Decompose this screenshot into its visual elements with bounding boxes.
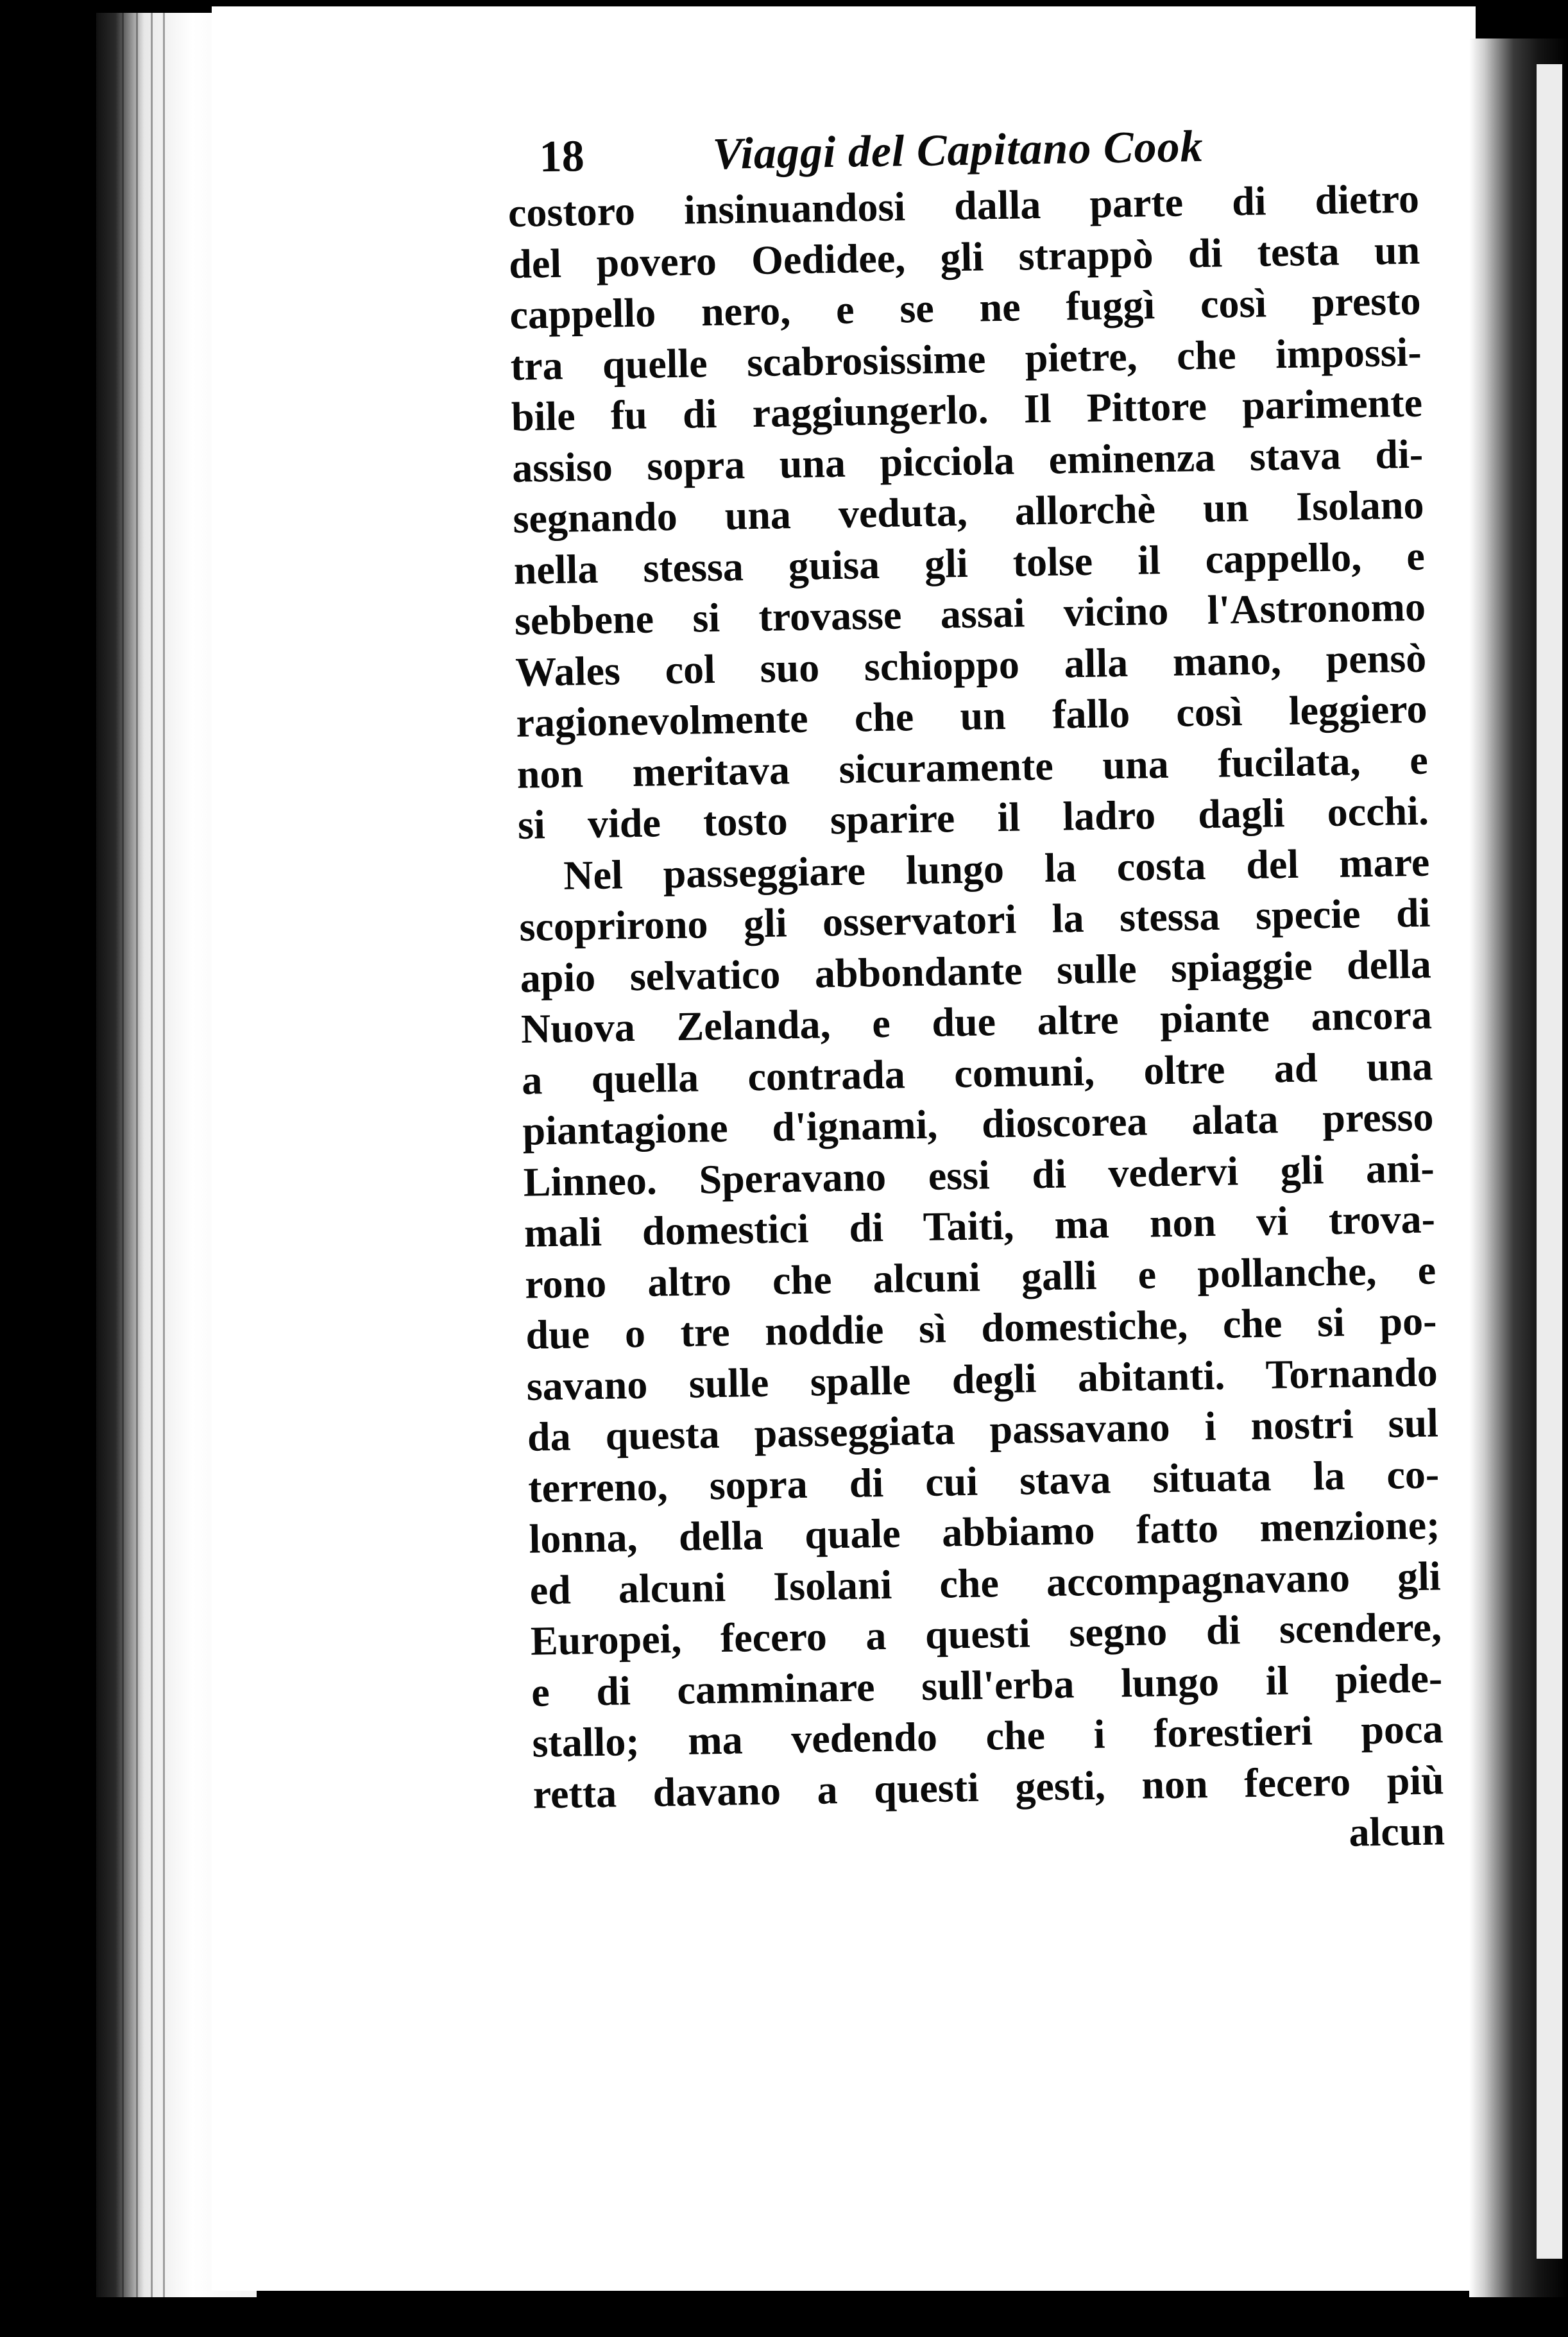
text-line: si vide tosto sparire il ladro dagli occhi. [517, 787, 1429, 848]
text-line: e di camminare sull'erba lungo il piede- [531, 1654, 1443, 1715]
page-number: 18 [539, 132, 585, 182]
page-edge-line [163, 13, 165, 2297]
text-line: cappello nero, e se ne fuggì così presto [509, 277, 1421, 338]
text-line: bile fu di raggiungerlo. Il Pittore parimente [511, 379, 1423, 440]
text-line: non meritava sicuramente una fucilata, e [516, 737, 1429, 797]
text-line: nella stessa guisa gli tolse il cappello, e [513, 533, 1426, 593]
text-line: Europei, fecero a questi segno di scendere, [530, 1604, 1442, 1664]
text-line: scoprirono gli osservatori la stessa specie di [518, 889, 1431, 950]
text-line: retta davano a questi gesti, non fecero più [533, 1756, 1445, 1817]
text-line: ed alcuni Isolani che accompagnavano gli [529, 1552, 1442, 1613]
text-line: Linneo. Speravano essi di vedervi gli ani- [523, 1144, 1435, 1205]
text-line: savano sulle spalle degli abitanti. Tornando [526, 1348, 1438, 1409]
text-line: terreno, sopra di cui stava situata la co- [527, 1450, 1440, 1511]
text-line: Nel passeggiare lungo la costa del mare [563, 839, 1430, 898]
page-edge-line [136, 13, 138, 2297]
page-edge-line [122, 13, 124, 2297]
text-line: rono altro che alcuni galli e pollanche, e [524, 1246, 1436, 1307]
running-title: Viaggi del Capitano Cook [712, 121, 1204, 179]
text-line: costoro insinuandosi dalla parte di dietro [507, 175, 1420, 235]
text-line: ragionevolmente che un fallo così leggiero [515, 685, 1427, 746]
text-line: da questa passeggiata passavano i nostri sul [527, 1400, 1439, 1460]
text-line: Wales col suo schioppo alla mano, pensò [515, 635, 1427, 695]
text-line: del povero Oedidee, gli strappò di testa un [508, 227, 1420, 287]
text-line: sebbene si trovasse assai vicino l'Astronomo [514, 583, 1426, 644]
text-line: lonna, della quale abbiamo fatto menzione; [528, 1502, 1440, 1562]
text-line: segnando una veduta, allorchè un Isolano [513, 481, 1424, 542]
text-line: due o tre noddie sì domestiche, che si po- [525, 1297, 1437, 1358]
text-line: Nuova Zelanda, e due altre piante ancora [520, 991, 1433, 1052]
margin-mark [83, 2015, 91, 2024]
text-line: assiso sopra una picciola eminenza stava di- [511, 431, 1424, 491]
adjacent-page-strip [1537, 64, 1562, 2259]
text-line: stallo; ma vedendo che i forestieri poca [531, 1706, 1444, 1766]
text-line: mali domestici di Taiti, ma non vi trova- [524, 1195, 1436, 1256]
text-line: piantagione d'ignami, dioscorea alata presso [522, 1093, 1434, 1154]
catchword: alcun [1348, 1808, 1445, 1855]
page-text [507, 114, 1445, 1871]
text-line: apio selvatico abbondante sulle spiaggie della [520, 941, 1432, 1001]
text-line: tra quelle scabrosissime pietre, che impossi- [510, 329, 1422, 389]
text-line: a quella contrada comuni, oltre ad una [521, 1043, 1433, 1103]
page-edge-line [151, 13, 153, 2297]
margin-mark [83, 1983, 91, 1992]
